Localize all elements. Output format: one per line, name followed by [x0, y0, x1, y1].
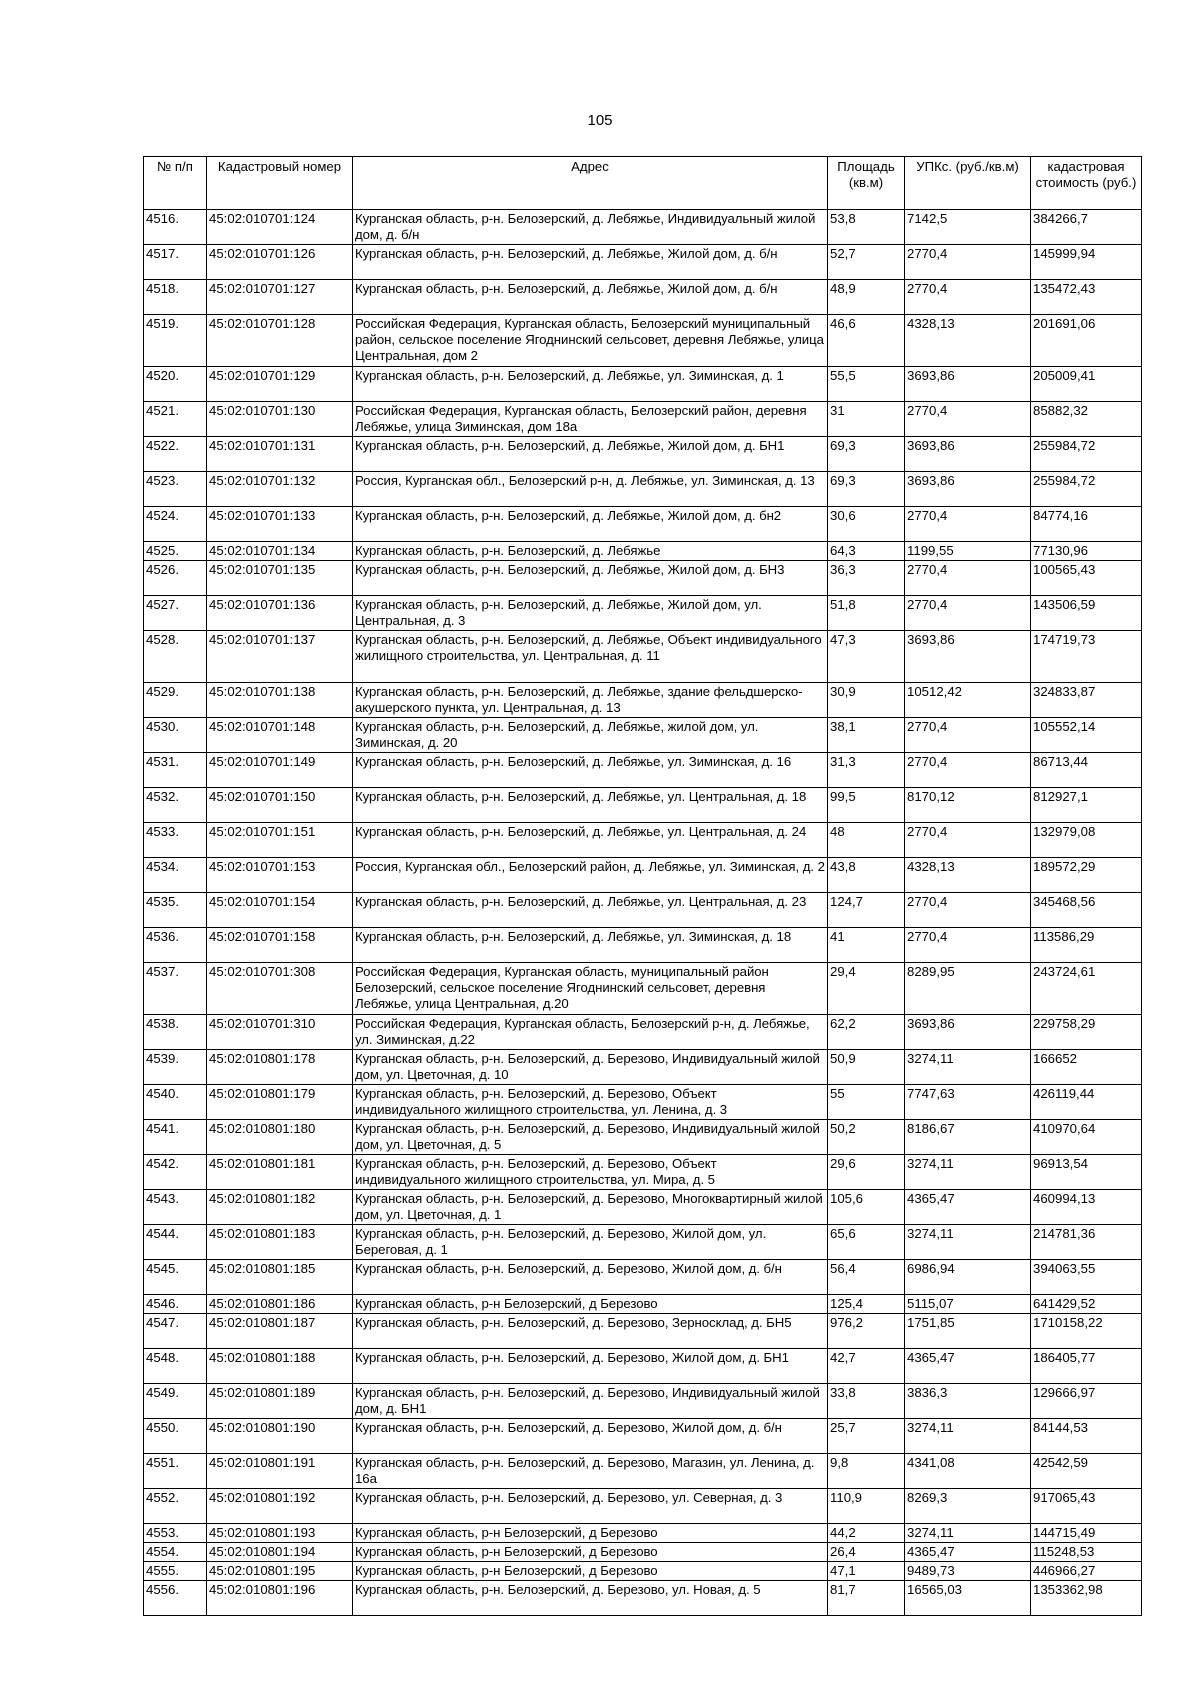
area-cell: 81,7	[828, 1581, 905, 1616]
table-row	[144, 367, 1142, 402]
row-number-cell: 4535.	[144, 893, 207, 928]
upks-cell: 4365,47	[905, 1349, 1031, 1384]
table-row	[144, 753, 1142, 788]
table-row	[144, 718, 1142, 753]
row-number-cell: 4531.	[144, 753, 207, 788]
address-cell: Российская Федерация, Курганская область, Белозерский муниципальный район, сельское поселение Ягоднинский сельсовет, деревня Лебяжье, улица Центральная, дом 2	[353, 315, 828, 367]
table-row	[144, 1562, 1142, 1581]
address-cell: Курганская область, р-н. Белозерский, д. Лебяжье, здание фельдшерско-акушерского пункта, ул. Центральная, д. 13	[353, 683, 828, 718]
upks-cell: 2770,4	[905, 928, 1031, 963]
cadastral-number-cell: 45:02:010701:151	[207, 823, 353, 858]
cadastral-number-cell: 45:02:010701:310	[207, 1015, 353, 1050]
row-number-cell: 4530.	[144, 718, 207, 753]
area-cell: 62,2	[828, 1015, 905, 1050]
cadastral-cost-cell: 255984,72	[1031, 437, 1142, 472]
address-cell: Курганская область, р-н. Белозерский, д. Лебяжье, Индивидуальный жилой дом, д. б/н	[353, 210, 828, 245]
table-row	[144, 823, 1142, 858]
row-number-cell: 4550.	[144, 1419, 207, 1454]
address-cell: Курганская область, р-н. Белозерский, д. Березово, Жилой дом, д. б/н	[353, 1260, 828, 1295]
address-cell: Курганская область, р-н. Белозерский, д. Березово, Многоквартирный жилой дом, ул. Цветочная, д. 1	[353, 1190, 828, 1225]
table-row	[144, 1384, 1142, 1419]
cadastral-number-cell: 45:02:010701:130	[207, 402, 353, 437]
upks-cell: 4365,47	[905, 1543, 1031, 1562]
upks-cell: 8186,67	[905, 1120, 1031, 1155]
table-row	[144, 631, 1142, 683]
header-address: Адрес	[353, 157, 828, 210]
row-number-cell: 4549.	[144, 1384, 207, 1419]
upks-cell: 3693,86	[905, 367, 1031, 402]
area-cell: 30,6	[828, 507, 905, 542]
address-cell: Курганская область, р-н. Белозерский, д. Лебяжье, ул. Центральная, д. 23	[353, 893, 828, 928]
cadastral-cost-cell: 166652	[1031, 1050, 1142, 1085]
cadastral-cost-cell: 115248,53	[1031, 1543, 1142, 1562]
row-number-cell: 4536.	[144, 928, 207, 963]
header-upks: УПКс. (руб./кв.м)	[905, 157, 1031, 210]
address-cell: Курганская область, р-н. Белозерский, д. Лебяжье, Жилой дом, д. БН3	[353, 561, 828, 596]
cadastral-cost-cell: 917065,43	[1031, 1489, 1142, 1524]
upks-cell: 7142,5	[905, 210, 1031, 245]
table-row	[144, 928, 1142, 963]
table-body	[144, 210, 1142, 1616]
table-row	[144, 315, 1142, 367]
row-number-cell: 4533.	[144, 823, 207, 858]
upks-cell: 3274,11	[905, 1524, 1031, 1543]
cadastral-cost-cell: 446966,27	[1031, 1562, 1142, 1581]
table-row	[144, 1543, 1142, 1562]
address-cell: Курганская область, р-н. Белозерский, д. Лебяжье	[353, 542, 828, 561]
upks-cell: 8269,3	[905, 1489, 1031, 1524]
upks-cell: 2770,4	[905, 507, 1031, 542]
cadastral-number-cell: 45:02:010801:186	[207, 1295, 353, 1314]
upks-cell: 2770,4	[905, 561, 1031, 596]
cadastral-cost-cell: 144715,49	[1031, 1524, 1142, 1543]
cadastral-number-cell: 45:02:010701:149	[207, 753, 353, 788]
address-cell: Российская Федерация, Курганская область, Белозерский район, деревня Лебяжье, улица Зиминская, дом 18а	[353, 402, 828, 437]
cadastral-number-cell: 45:02:010801:181	[207, 1155, 353, 1190]
area-cell: 69,3	[828, 437, 905, 472]
cadastral-cost-cell: 77130,96	[1031, 542, 1142, 561]
row-number-cell: 4541.	[144, 1120, 207, 1155]
cadastral-cost-cell: 105552,14	[1031, 718, 1142, 753]
cadastral-cost-cell: 42542,59	[1031, 1454, 1142, 1489]
upks-cell: 1751,85	[905, 1314, 1031, 1349]
cadastral-cost-cell: 394063,55	[1031, 1260, 1142, 1295]
area-cell: 48,9	[828, 280, 905, 315]
address-cell: Курганская область, р-н. Белозерский, д. Лебяжье, Жилой дом, ул. Центральная, д. 3	[353, 596, 828, 631]
area-cell: 31	[828, 402, 905, 437]
cadastral-cost-cell: 1710158,22	[1031, 1314, 1142, 1349]
area-cell: 69,3	[828, 472, 905, 507]
upks-cell: 2770,4	[905, 893, 1031, 928]
cadastral-number-cell: 45:02:010701:138	[207, 683, 353, 718]
cadastral-number-cell: 45:02:010701:148	[207, 718, 353, 753]
cadastral-number-cell: 45:02:010701:154	[207, 893, 353, 928]
cadastral-number-cell: 45:02:010801:194	[207, 1543, 353, 1562]
area-cell: 51,8	[828, 596, 905, 631]
header-cadastral-cost: кадастровая стоимость (руб.)	[1031, 157, 1142, 210]
area-cell: 47,3	[828, 631, 905, 683]
upks-cell: 2770,4	[905, 280, 1031, 315]
table-row	[144, 1419, 1142, 1454]
row-number-cell: 4552.	[144, 1489, 207, 1524]
address-cell: Курганская область, р-н Белозерский, д Березово	[353, 1562, 828, 1581]
cadastral-cost-cell: 85882,32	[1031, 402, 1142, 437]
cadastral-cost-cell: 410970,64	[1031, 1120, 1142, 1155]
address-cell: Курганская область, р-н Белозерский, д Березово	[353, 1524, 828, 1543]
address-cell: Курганская область, р-н. Белозерский, д. Лебяжье, ул. Зиминская, д. 1	[353, 367, 828, 402]
cadastral-number-cell: 45:02:010701:153	[207, 858, 353, 893]
cadastral-number-cell: 45:02:010701:129	[207, 367, 353, 402]
upks-cell: 3274,11	[905, 1050, 1031, 1085]
cadastral-number-cell: 45:02:010801:178	[207, 1050, 353, 1085]
cadastral-number-cell: 45:02:010801:187	[207, 1314, 353, 1349]
cadastral-cost-cell: 243724,61	[1031, 963, 1142, 1015]
address-cell: Курганская область, р-н. Белозерский, д. Лебяжье, Объект индивидуального жилищного строительства, ул. Центральная, д. 11	[353, 631, 828, 683]
cadastral-cost-cell: 641429,52	[1031, 1295, 1142, 1314]
table-row	[144, 788, 1142, 823]
address-cell: Курганская область, р-н. Белозерский, д. Березово, ул. Новая, д. 5	[353, 1581, 828, 1616]
page-number: 105	[587, 112, 613, 129]
address-cell: Россия, Курганская обл., Белозерский р-н, д. Лебяжье, ул. Зиминская, д. 13	[353, 472, 828, 507]
cadastral-cost-cell: 460994,13	[1031, 1190, 1142, 1225]
table-row	[144, 245, 1142, 280]
area-cell: 56,4	[828, 1260, 905, 1295]
area-cell: 42,7	[828, 1349, 905, 1384]
cadastral-cost-cell: 96913,54	[1031, 1155, 1142, 1190]
area-cell: 33,8	[828, 1384, 905, 1419]
row-number-cell: 4548.	[144, 1349, 207, 1384]
cadastral-number-cell: 45:02:010701:136	[207, 596, 353, 631]
address-cell: Курганская область, р-н. Белозерский, д. Лебяжье, ул. Зиминская, д. 16	[353, 753, 828, 788]
area-cell: 29,6	[828, 1155, 905, 1190]
row-number-cell: 4523.	[144, 472, 207, 507]
address-cell: Курганская область, р-н. Белозерский, д. Березово, Объект индивидуального жилищного строительства, ул. Ленина, д. 3	[353, 1085, 828, 1120]
cadastral-cost-cell: 345468,56	[1031, 893, 1142, 928]
table-row	[144, 683, 1142, 718]
row-number-cell: 4546.	[144, 1295, 207, 1314]
area-cell: 9,8	[828, 1454, 905, 1489]
table-row	[144, 1085, 1142, 1120]
area-cell: 44,2	[828, 1524, 905, 1543]
cadastral-cost-cell: 426119,44	[1031, 1085, 1142, 1120]
table-row	[144, 1225, 1142, 1260]
cadastral-number-cell: 45:02:010801:179	[207, 1085, 353, 1120]
cadastral-number-cell: 45:02:010701:150	[207, 788, 353, 823]
row-number-cell: 4538.	[144, 1015, 207, 1050]
cadastral-number-cell: 45:02:010801:196	[207, 1581, 353, 1616]
address-cell: Курганская область, р-н. Белозерский, д. Лебяжье, ул. Центральная, д. 18	[353, 788, 828, 823]
upks-cell: 3274,11	[905, 1225, 1031, 1260]
cadastral-cost-cell: 229758,29	[1031, 1015, 1142, 1050]
cadastral-number-cell: 45:02:010701:135	[207, 561, 353, 596]
cadastral-cost-cell: 186405,77	[1031, 1349, 1142, 1384]
upks-cell: 3836,3	[905, 1384, 1031, 1419]
area-cell: 105,6	[828, 1190, 905, 1225]
area-cell: 52,7	[828, 245, 905, 280]
table-row	[144, 1015, 1142, 1050]
area-cell: 125,4	[828, 1295, 905, 1314]
upks-cell: 9489,73	[905, 1562, 1031, 1581]
address-cell: Курганская область, р-н. Белозерский, д. Лебяжье, ул. Центральная, д. 24	[353, 823, 828, 858]
header-num: № п/п	[144, 157, 207, 210]
cadastral-number-cell: 45:02:010701:131	[207, 437, 353, 472]
table-row	[144, 596, 1142, 631]
area-cell: 36,3	[828, 561, 905, 596]
cadastral-number-cell: 45:02:010701:127	[207, 280, 353, 315]
upks-cell: 16565,03	[905, 1581, 1031, 1616]
row-number-cell: 4543.	[144, 1190, 207, 1225]
upks-cell: 1199,55	[905, 542, 1031, 561]
area-cell: 48	[828, 823, 905, 858]
cadastral-cost-cell: 143506,59	[1031, 596, 1142, 631]
cadastral-number-cell: 45:02:010701:132	[207, 472, 353, 507]
address-cell: Российская Федерация, Курганская область, муниципальный район Белозерский, сельское поселение Ягоднинский сельсовет, деревня Лебяжье, улица Центральная, д.20	[353, 963, 828, 1015]
upks-cell: 2770,4	[905, 753, 1031, 788]
upks-cell: 7747,63	[905, 1085, 1031, 1120]
row-number-cell: 4526.	[144, 561, 207, 596]
cadastral-number-cell: 45:02:010801:190	[207, 1419, 353, 1454]
table-row	[144, 1524, 1142, 1543]
row-number-cell: 4553.	[144, 1524, 207, 1543]
upks-cell: 3693,86	[905, 631, 1031, 683]
area-cell: 47,1	[828, 1562, 905, 1581]
area-cell: 110,9	[828, 1489, 905, 1524]
cadastral-cost-cell: 100565,43	[1031, 561, 1142, 596]
cadastral-number-cell: 45:02:010801:193	[207, 1524, 353, 1543]
cadastral-number-cell: 45:02:010801:188	[207, 1349, 353, 1384]
table-row	[144, 1260, 1142, 1295]
table-row	[144, 437, 1142, 472]
cadastral-cost-cell: 174719,73	[1031, 631, 1142, 683]
cadastral-number-cell: 45:02:010701:158	[207, 928, 353, 963]
cadastral-number-cell: 45:02:010701:133	[207, 507, 353, 542]
row-number-cell: 4528.	[144, 631, 207, 683]
table-row	[144, 561, 1142, 596]
cadastral-number-cell: 45:02:010801:192	[207, 1489, 353, 1524]
upks-cell: 2770,4	[905, 823, 1031, 858]
row-number-cell: 4521.	[144, 402, 207, 437]
cadastral-cost-cell: 205009,41	[1031, 367, 1142, 402]
cadastral-number-cell: 45:02:010801:189	[207, 1384, 353, 1419]
area-cell: 46,6	[828, 315, 905, 367]
address-cell: Курганская область, р-н. Белозерский, д. Березово, Индивидуальный жилой дом, ул. Цветочная, д. 10	[353, 1050, 828, 1085]
cadastral-number-cell: 45:02:010701:128	[207, 315, 353, 367]
area-cell: 43,8	[828, 858, 905, 893]
cadastral-number-cell: 45:02:010701:134	[207, 542, 353, 561]
row-number-cell: 4545.	[144, 1260, 207, 1295]
upks-cell: 8170,12	[905, 788, 1031, 823]
address-cell: Курганская область, р-н. Белозерский, д. Березово, Магазин, ул. Ленина, д. 16а	[353, 1454, 828, 1489]
area-cell: 30,9	[828, 683, 905, 718]
area-cell: 38,1	[828, 718, 905, 753]
row-number-cell: 4556.	[144, 1581, 207, 1616]
area-cell: 99,5	[828, 788, 905, 823]
cadastral-cost-cell: 384266,7	[1031, 210, 1142, 245]
row-number-cell: 4525.	[144, 542, 207, 561]
table-row	[144, 858, 1142, 893]
upks-cell: 6986,94	[905, 1260, 1031, 1295]
row-number-cell: 4544.	[144, 1225, 207, 1260]
row-number-cell: 4529.	[144, 683, 207, 718]
table-row	[144, 1349, 1142, 1384]
area-cell: 976,2	[828, 1314, 905, 1349]
cadastral-cost-cell: 84774,16	[1031, 507, 1142, 542]
row-number-cell: 4542.	[144, 1155, 207, 1190]
table-row	[144, 507, 1142, 542]
row-number-cell: 4527.	[144, 596, 207, 631]
table-row	[144, 1190, 1142, 1225]
table-row	[144, 1489, 1142, 1524]
address-cell: Курганская область, р-н. Белозерский, д. Березово, Индивидуальный жилой дом, д. БН1	[353, 1384, 828, 1419]
area-cell: 29,4	[828, 963, 905, 1015]
table-row	[144, 1314, 1142, 1349]
area-cell: 124,7	[828, 893, 905, 928]
row-number-cell: 4532.	[144, 788, 207, 823]
row-number-cell: 4516.	[144, 210, 207, 245]
address-cell: Курганская область, р-н. Белозерский, д. Лебяжье, Жилой дом, д. б/н	[353, 280, 828, 315]
address-cell: Курганская область, р-н. Белозерский, д. Березово, Объект индивидуального жилищного строительства, ул. Мира, д. 5	[353, 1155, 828, 1190]
address-cell: Курганская область, р-н. Белозерский, д. Березово, Жилой дом, д. б/н	[353, 1419, 828, 1454]
cadastral-number-cell: 45:02:010801:185	[207, 1260, 353, 1295]
row-number-cell: 4520.	[144, 367, 207, 402]
area-cell: 50,2	[828, 1120, 905, 1155]
cadastral-cost-cell: 201691,06	[1031, 315, 1142, 367]
address-cell: Курганская область, р-н Белозерский, д Березово	[353, 1295, 828, 1314]
row-number-cell: 4547.	[144, 1314, 207, 1349]
table-row	[144, 1120, 1142, 1155]
upks-cell: 4365,47	[905, 1190, 1031, 1225]
cadastral-cost-cell: 189572,29	[1031, 858, 1142, 893]
address-cell: Курганская область, р-н. Белозерский, д. Лебяжье, ул. Зиминская, д. 18	[353, 928, 828, 963]
area-cell: 64,3	[828, 542, 905, 561]
upks-cell: 3693,86	[905, 437, 1031, 472]
address-cell: Курганская область, р-н. Белозерский, д. Березово, Зерносклад, д. БН5	[353, 1314, 828, 1349]
row-number-cell: 4518.	[144, 280, 207, 315]
header-row	[144, 157, 1142, 210]
row-number-cell: 4517.	[144, 245, 207, 280]
table-row	[144, 542, 1142, 561]
upks-cell: 5115,07	[905, 1295, 1031, 1314]
table-row	[144, 1155, 1142, 1190]
area-cell: 25,7	[828, 1419, 905, 1454]
upks-cell: 3693,86	[905, 472, 1031, 507]
cadastral-cost-cell: 84144,53	[1031, 1419, 1142, 1454]
cadastral-number-cell: 45:02:010801:182	[207, 1190, 353, 1225]
cadastral-cost-cell: 1353362,98	[1031, 1581, 1142, 1616]
address-cell: Курганская область, р-н Белозерский, д Березово	[353, 1543, 828, 1562]
cadastral-number-cell: 45:02:010701:124	[207, 210, 353, 245]
upks-cell: 2770,4	[905, 596, 1031, 631]
cadastral-number-cell: 45:02:010701:126	[207, 245, 353, 280]
address-cell: Российская Федерация, Курганская область, Белозерский р-н, д. Лебяжье, ул. Зиминская, д.22	[353, 1015, 828, 1050]
upks-cell: 2770,4	[905, 402, 1031, 437]
cadastral-number-cell: 45:02:010701:137	[207, 631, 353, 683]
cadastral-cost-cell: 812927,1	[1031, 788, 1142, 823]
header-area: Площадь (кв.м)	[828, 157, 905, 210]
upks-cell: 3693,86	[905, 1015, 1031, 1050]
address-cell: Курганская область, р-н. Белозерский, д. Березово, Жилой дом, ул. Береговая, д. 1	[353, 1225, 828, 1260]
cadastral-cost-cell: 214781,36	[1031, 1225, 1142, 1260]
area-cell: 55,5	[828, 367, 905, 402]
row-number-cell: 4522.	[144, 437, 207, 472]
upks-cell: 3274,11	[905, 1155, 1031, 1190]
table-row	[144, 1581, 1142, 1616]
cadastral-cost-cell: 255984,72	[1031, 472, 1142, 507]
table-row	[144, 1454, 1142, 1489]
address-cell: Курганская область, р-н. Белозерский, д. Березово, Индивидуальный жилой дом, ул. Цветочная, д. 5	[353, 1120, 828, 1155]
table-row	[144, 893, 1142, 928]
address-cell: Курганская область, р-н. Белозерский, д. Лебяжье, Жилой дом, д. бн2	[353, 507, 828, 542]
table-row	[144, 280, 1142, 315]
address-cell: Курганская область, р-н. Белозерский, д. Лебяжье, Жилой дом, д. б/н	[353, 245, 828, 280]
row-number-cell: 4537.	[144, 963, 207, 1015]
upks-cell: 8289,95	[905, 963, 1031, 1015]
upks-cell: 4328,13	[905, 315, 1031, 367]
header-cadastral-number: Кадастровый номер	[207, 157, 353, 210]
upks-cell: 2770,4	[905, 718, 1031, 753]
table-row	[144, 402, 1142, 437]
cadastral-number-cell: 45:02:010701:308	[207, 963, 353, 1015]
upks-cell: 2770,4	[905, 245, 1031, 280]
cadastral-cost-cell: 86713,44	[1031, 753, 1142, 788]
upks-cell: 4341,08	[905, 1454, 1031, 1489]
cadastral-cost-cell: 145999,94	[1031, 245, 1142, 280]
cadastral-number-cell: 45:02:010801:180	[207, 1120, 353, 1155]
row-number-cell: 4534.	[144, 858, 207, 893]
address-cell: Курганская область, р-н. Белозерский, д. Лебяжье, жилой дом, ул. Зиминская, д. 20	[353, 718, 828, 753]
area-cell: 65,6	[828, 1225, 905, 1260]
cadastral-cost-cell: 135472,43	[1031, 280, 1142, 315]
area-cell: 50,9	[828, 1050, 905, 1085]
row-number-cell: 4554.	[144, 1543, 207, 1562]
area-cell: 53,8	[828, 210, 905, 245]
address-cell: Россия, Курганская обл., Белозерский район, д. Лебяжье, ул. Зиминская, д. 2	[353, 858, 828, 893]
row-number-cell: 4555.	[144, 1562, 207, 1581]
area-cell: 41	[828, 928, 905, 963]
table-row	[144, 1295, 1142, 1314]
row-number-cell: 4539.	[144, 1050, 207, 1085]
row-number-cell: 4551.	[144, 1454, 207, 1489]
address-cell: Курганская область, р-н. Белозерский, д. Лебяжье, Жилой дом, д. БН1	[353, 437, 828, 472]
upks-cell: 3274,11	[905, 1419, 1031, 1454]
cadastral-table	[143, 156, 1142, 1616]
table-header	[144, 157, 1142, 210]
cadastral-number-cell: 45:02:010801:191	[207, 1454, 353, 1489]
area-cell: 26,4	[828, 1543, 905, 1562]
cadastral-cost-cell: 113586,29	[1031, 928, 1142, 963]
row-number-cell: 4519.	[144, 315, 207, 367]
cadastral-cost-cell: 129666,97	[1031, 1384, 1142, 1419]
area-cell: 31,3	[828, 753, 905, 788]
row-number-cell: 4524.	[144, 507, 207, 542]
cadastral-number-cell: 45:02:010801:195	[207, 1562, 353, 1581]
table-row	[144, 1050, 1142, 1085]
cadastral-cost-cell: 324833,87	[1031, 683, 1142, 718]
upks-cell: 10512,42	[905, 683, 1031, 718]
row-number-cell: 4540.	[144, 1085, 207, 1120]
table-row	[144, 472, 1142, 507]
cadastral-cost-cell: 132979,08	[1031, 823, 1142, 858]
area-cell: 55	[828, 1085, 905, 1120]
table-row	[144, 963, 1142, 1015]
cadastral-number-cell: 45:02:010801:183	[207, 1225, 353, 1260]
table-row	[144, 210, 1142, 245]
address-cell: Курганская область, р-н. Белозерский, д. Березово, Жилой дом, д. БН1	[353, 1349, 828, 1384]
address-cell: Курганская область, р-н. Белозерский, д. Березово, ул. Северная, д. 3	[353, 1489, 828, 1524]
upks-cell: 4328,13	[905, 858, 1031, 893]
